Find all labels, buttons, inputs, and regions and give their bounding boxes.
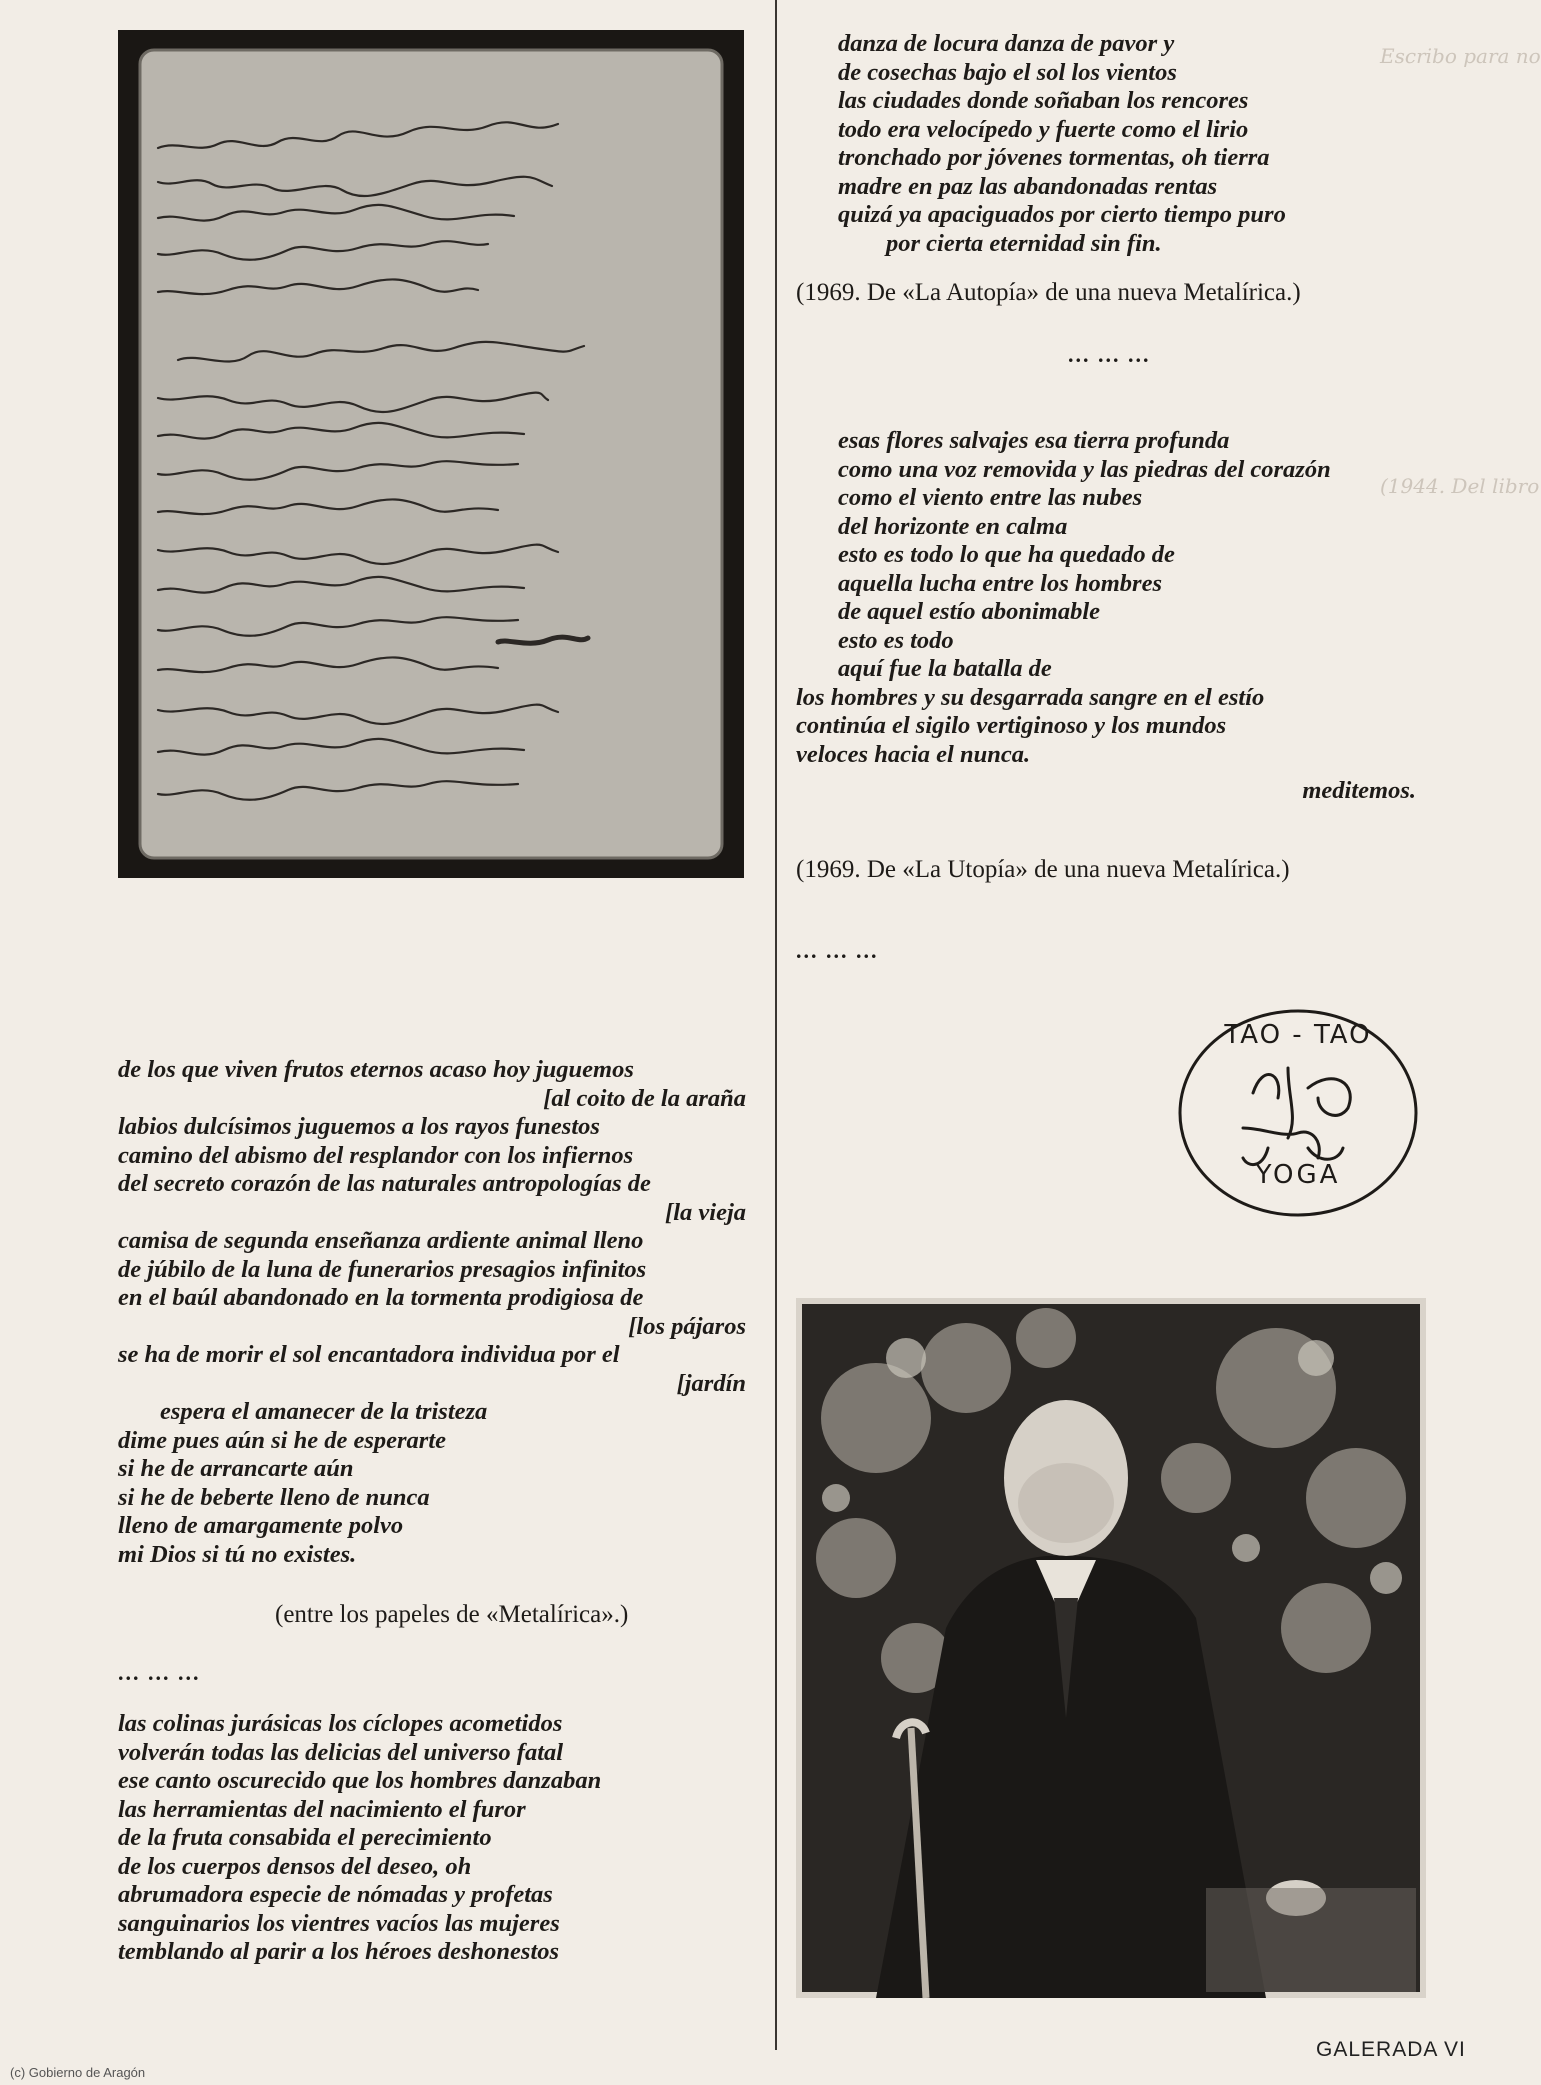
poem-line: de júbilo de la luna de funerarios presagios infinitos	[118, 1255, 647, 1283]
poem-line-continuation: [al coito de la araña	[543, 1084, 746, 1112]
poem-line: los hombres y su desgarrada sangre en el estío	[796, 683, 1265, 711]
poem-line-continuation: [los pájaros	[628, 1312, 746, 1340]
poem-line: labios dulcísimos juguemos a los rayos funestos	[118, 1113, 600, 1140]
right-ellipsis-1: ... ... ...	[1068, 342, 1151, 367]
poem-line: de la fruta consabida el perecimiento	[118, 1824, 492, 1851]
column-divider	[775, 0, 777, 2050]
left-poem	[118, 1056, 746, 1569]
poem-line: de cosechas bajo el sol los vientos	[838, 58, 1177, 86]
poem-line-continuation: [la vieja	[665, 1198, 746, 1226]
poem-line: volverán todas las delicias del universo fatal	[118, 1738, 564, 1766]
poem-line: del horizonte en calma	[838, 512, 1068, 540]
poem-line: camisa de segunda enseñanza ardiente animal lleno	[118, 1227, 644, 1254]
poem-line: camino del abismo del resplandor con los infiernos	[118, 1141, 634, 1169]
poem-line: en el baúl abandonado en la tormenta prodigiosa de	[118, 1284, 644, 1311]
poem-line: como una voz removida y las piedras del corazón	[838, 455, 1331, 483]
handwritten-manuscript-image	[118, 30, 744, 878]
poem-line: continúa el sigilo vertiginoso y los mundos	[796, 712, 1227, 739]
poem-line: tronchado por jóvenes tormentas, oh tierra	[838, 144, 1270, 171]
poem-line: por cierta eternidad sin fin.	[886, 229, 1162, 257]
poem-line: aquella lucha entre los hombres	[838, 569, 1162, 597]
poem-line: del secreto corazón de las naturales antropologías de	[118, 1170, 651, 1197]
right-citation-2: (1969. De «La Utopía» de una nueva Metalírica.)	[796, 856, 1290, 883]
poem-line: las colinas jurásicas los cíclopes acometidos	[118, 1710, 563, 1737]
portrait-photo	[796, 1298, 1426, 1998]
portrait-image	[796, 1298, 1426, 1998]
right-ellipsis-2: ... ... ...	[796, 938, 879, 963]
poem-line: quizá ya apaciguados por cierto tiempo puro	[838, 201, 1286, 228]
poem-line: como el viento entre las nubes	[838, 484, 1143, 511]
poem-line-closing: meditemos.	[1302, 777, 1416, 804]
poem-line: las herramientas del nacimiento el furor	[118, 1795, 526, 1823]
poem-line: veloces hacia el nunca.	[796, 740, 1031, 768]
poem-line: esas flores salvajes esa tierra profunda	[838, 427, 1230, 454]
page-footer-label: GALERADA VI	[1316, 2038, 1466, 2061]
poem-line: aquí fue la batalla de	[838, 655, 1052, 682]
right-poem-1	[796, 30, 1416, 258]
poem-line: abrumadora especie de nómadas y profetas	[118, 1881, 553, 1908]
poem-line: temblando al parir a los héroes deshonestos	[118, 1938, 560, 1965]
poem-line: ese canto oscurecido que los hombres danzaban	[118, 1767, 602, 1794]
poem-line: de los cuerpos densos del deseo, oh	[118, 1852, 472, 1880]
manuscript-photo	[118, 30, 744, 878]
right-poem-2	[796, 427, 1416, 806]
poem-line: sanguinarios los vientres vacíos las mujeres	[118, 1909, 560, 1937]
bleed-through-text: Escribo para no	[1380, 44, 1541, 68]
poem-line: si he de arrancarte aún	[118, 1455, 354, 1482]
poem-line: esto es todo lo que ha quedado de	[838, 541, 1175, 568]
poem-line: esto es todo	[838, 626, 954, 654]
right-citation-1: (1969. De «La Autopía» de una nueva Metalírica.)	[796, 279, 1301, 306]
left-ellipsis: ... ... ...	[118, 1660, 201, 1685]
poem-line: se ha de morir el sol encantadora individua por el	[118, 1341, 620, 1368]
poem-line-continuation: [jardín	[676, 1369, 746, 1397]
left-poem-2	[118, 1710, 746, 1967]
left-citation: (entre los papeles de «Metalírica».)	[275, 1601, 629, 1628]
poem-line: dime pues aún si he de esperarte	[118, 1426, 447, 1454]
poem-line: espera el amanecer de la tristeza	[160, 1398, 488, 1425]
tao-yoga-stamp	[1158, 998, 1438, 1228]
copyright-credit: (c) Gobierno de Aragón	[10, 2065, 146, 2080]
poem-line: mi Dios si tú no existes.	[118, 1540, 357, 1568]
poem-line: si he de beberte lleno de nunca	[118, 1483, 430, 1511]
poem-line: madre en paz las abandonadas rentas	[838, 172, 1218, 200]
bleed-through-text: (1944. Del libro	[1380, 474, 1540, 498]
poem-line: las ciudades donde soñaban los rencores	[838, 87, 1249, 114]
poem-line: todo era velocípedo y fuerte como el lirio	[838, 115, 1249, 143]
stamp-top-text: TAO - TAO	[1224, 1020, 1372, 1050]
poem-line: danza de locura danza de pavor y	[838, 30, 1175, 57]
poem-line: de aquel estío abonimable	[838, 598, 1100, 625]
poem-line: de los que viven frutos eternos acaso hoy juguemos	[118, 1056, 634, 1083]
stamp-bottom-text: YOGA	[1255, 1160, 1341, 1190]
poem-line: lleno de amargamente polvo	[118, 1512, 404, 1539]
